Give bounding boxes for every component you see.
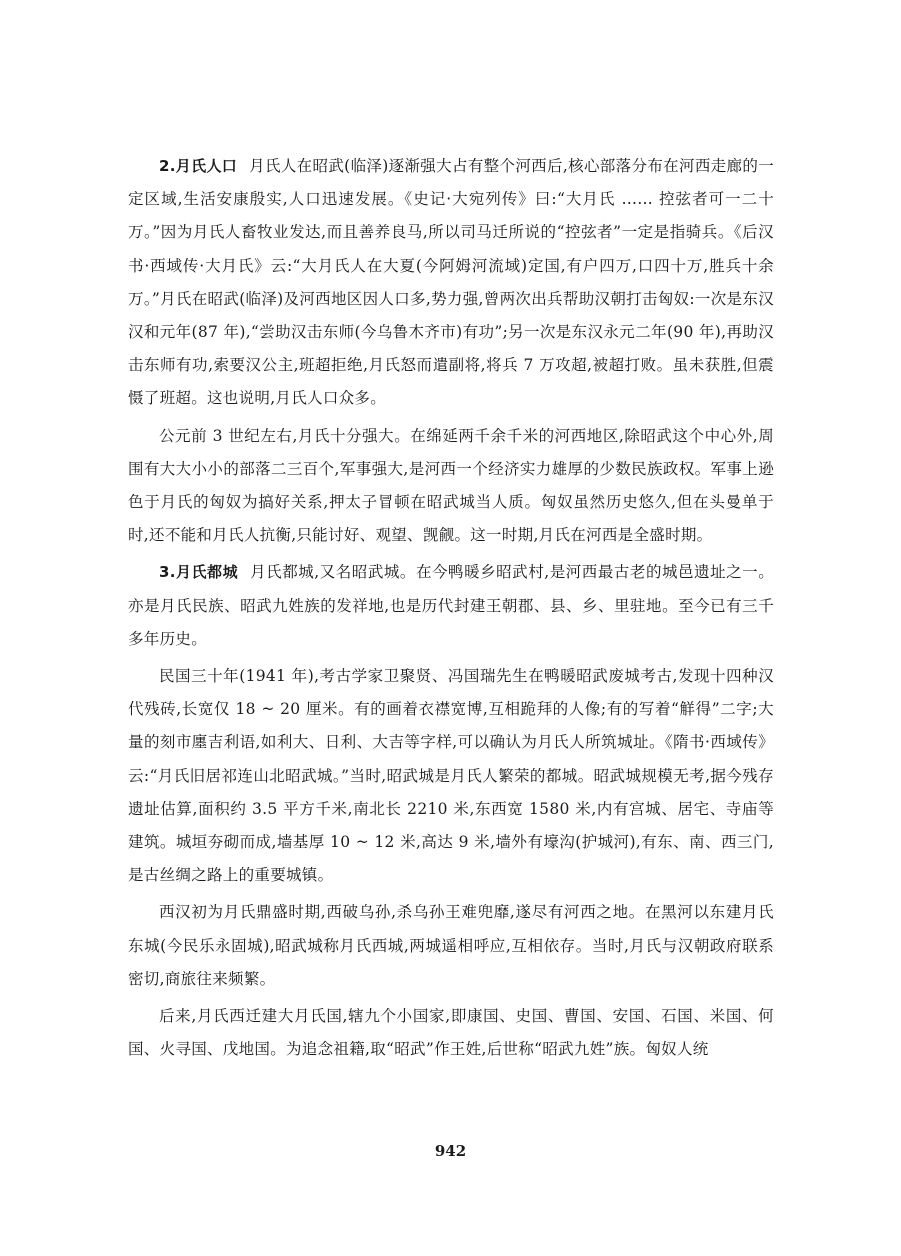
paragraph: 西汉初为月氏鼎盛时期,西破乌孙,杀乌孙王难兜靡,遂尽有河西之地。在黑河以东建月氏东城(今民乐永固城),昭武城称月氏西城,两城遥相呼应,互相依存。当时,月氏与汉朝政府联系密切,商旅往来频繁。 bbox=[128, 903, 774, 988]
paragraph: 后来,月氏西迁建大月氏国,辖九个小国家,即康国、史国、曹国、安国、石国、米国、何国、火寻国、戊地国。为追念祖籍,取“昭武”作王姓,后世称“昭武九姓”族。匈奴人统 bbox=[128, 1007, 774, 1059]
paragraph: 公元前 3 世纪左右,月氏十分强大。在绵延两千余千米的河西地区,除昭武这个中心外,周围有大大小小的部落二三百个,军事强大,是河西一个经济实力雄厚的少数民族政权。军事上逊色于月氏的匈奴为搞好关系,押太子冒顿在昭武城当人质。匈奴虽然历史悠久,但在头曼单于时,还不能和月氏人抗衡,只能讨好、观望、觊觎。这一时期,月氏在河西是全盛时期。 bbox=[128, 426, 774, 545]
section-heading-population: 2.月氏人口 bbox=[159, 157, 238, 175]
paragraph-text: 月氏人在昭武(临泽)逐渐强大占有整个河西后,核心部落分布在河西走廊的一定区域,生活安康殷实,人口迅速发展。《史记·大宛列传》曰:“大月氏 …… 控弦者可一二十万。”因为月氏人畜牧业发达,而且善养良马,所以司马迁所说的“控弦者”一定是指骑兵。《后汉书·西域传·大月氏》云:“大月氏人在大夏(今阿姆河流域)定国,有户四万,口四十万,胜兵十余万。”月氏在昭武(临泽)及河西地区因人口多,势力强,曾两次出兵帮助汉朝打击匈奴:一次是东汉汉和元年(87 年),“尝助汉击东师(今乌鲁木齐市)有功”;另一次是东汉永元二年(90 年),再助汉击东师有功,索要汉公主,班超拒绝,月氏怒而遣副将,将兵 7 万攻超,被超打败。虽未获胜,但震慑了班超。这也说明,月氏人口众多。 bbox=[128, 157, 774, 408]
paragraph: 民国三十年(1941 年),考古学家卫聚贤、冯国瑞先生在鸭暖昭武废城考古,发现十四种汉代残砖,长宽仅 18 ~ 20 厘米。有的画着衣襟宽博,互相跪拜的人像;有的写着“觧得”二字;大量的刻市廛吉利语,如利大、日利、大吉等字样,可以确认为月氏人所筑城址。《隋书·西域传》云:“月氏旧居祁连山北昭武城。”当时,昭武城是月氏人繁荣的都城。昭武城规模无考,据今残存遗址估算,面积约 3.5 平方千米,南北长 2210 米,东西宽 1580 米,内有宫城、居宅、寺庙等建筑。城垣夯砌而成,墙基厚 10 ~ 12 米,高达 9 米,墙外有壕沟(护城河),有东、南、西三门,是古丝绸之路上的重要城镇。 bbox=[128, 667, 774, 885]
paragraph-text: 月氏都城,又名昭武城。在今鸭暖乡昭武村,是河西最古老的城邑遗址之一。亦是月氏民族、昭武九姓族的发祥地,也是历代封建王朝郡、县、乡、里驻地。至今已有三千多年历史。 bbox=[128, 563, 774, 648]
section-3-first-paragraph bbox=[128, 556, 774, 656]
section-2-first-paragraph bbox=[128, 150, 774, 416]
page-number: 942 bbox=[434, 1142, 467, 1160]
section-heading-capital: 3.月氏都城 bbox=[159, 563, 239, 582]
document-body bbox=[128, 150, 774, 1070]
